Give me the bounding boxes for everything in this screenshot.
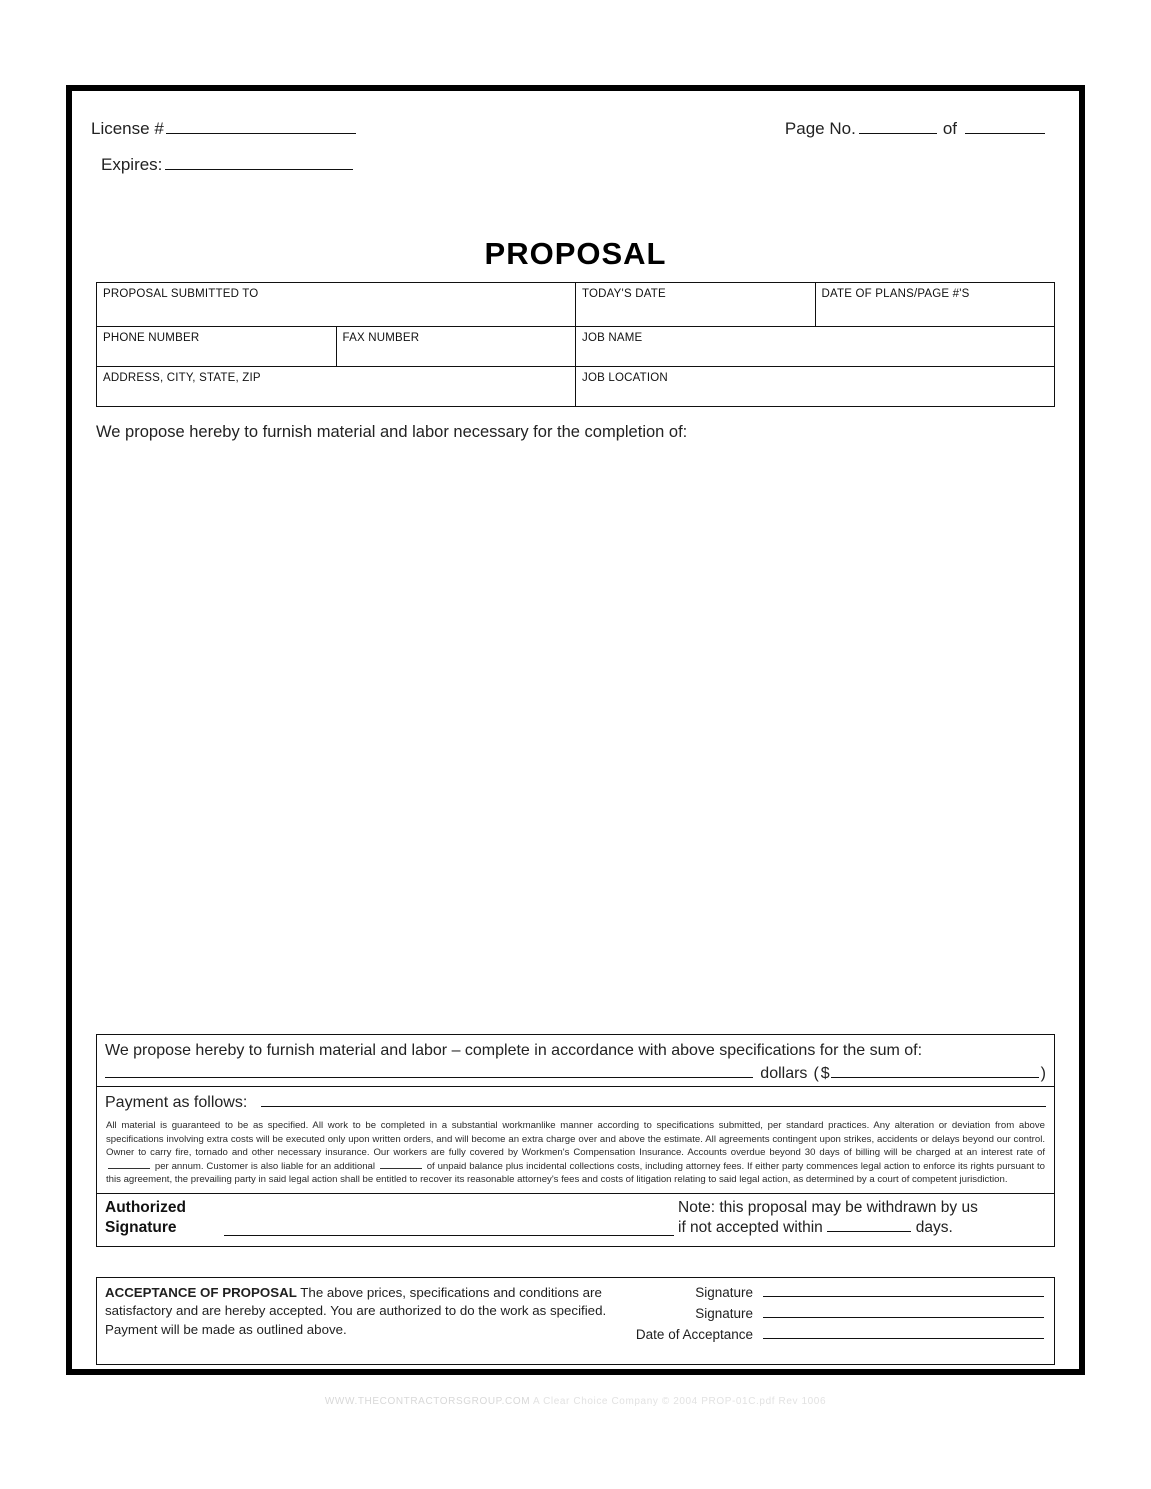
acceptance-signature-fields [633, 1278, 1054, 1364]
expires-input-rule[interactable] [165, 169, 353, 170]
acceptance-body: The above prices, specifications and conditions are satisfactory and are hereby accepted. You are authorized to do the work as specified. Payment will be made as outlined above. [105, 1285, 607, 1337]
signature-row-2 [633, 1305, 1044, 1321]
document-header [72, 107, 1079, 187]
withdrawal-note-line1: Note: this proposal may be withdrawn by us [678, 1199, 978, 1217]
interest-rate-input-rule[interactable] [108, 1161, 150, 1169]
document-page [72, 91, 1079, 1369]
cell-date-of-plans[interactable]: DATE OF PLANS/PAGE #'S [815, 283, 1055, 327]
date-of-acceptance-input-rule[interactable] [763, 1326, 1044, 1339]
dollar-sign-label: $ [820, 1065, 830, 1082]
payment-terms-row [97, 1086, 1054, 1116]
page-total-input-rule[interactable] [965, 133, 1045, 134]
payment-input-rule[interactable] [261, 1093, 1046, 1107]
footer-watermark [0, 1396, 1151, 1407]
cell-job-name[interactable]: JOB NAME [576, 327, 1055, 367]
cell-proposal-submitted-to[interactable]: PROPOSAL SUBMITTED TO [97, 283, 576, 327]
expires-field-row [101, 155, 353, 175]
paren-open-label: ( [813, 1065, 819, 1082]
cell-todays-date[interactable]: TODAY'S DATE [576, 283, 816, 327]
sum-words-input-rule[interactable] [105, 1064, 753, 1078]
acceptance-of-proposal-box [96, 1277, 1055, 1365]
authorized-signature-input-rule[interactable] [224, 1209, 674, 1236]
sum-numeric-input-rule[interactable] [831, 1064, 1039, 1078]
work-description-area[interactable] [96, 453, 1055, 1023]
withdrawal-note-prefix: if not accepted within [678, 1219, 823, 1237]
date-of-acceptance-label: Date of Acceptance [635, 1327, 753, 1342]
table-row [97, 367, 1055, 407]
footer-watermark-url: WWW.THECONTRACTORSGROUP.COM [324, 1396, 531, 1407]
table-row [97, 327, 1055, 367]
completion-statement: We propose hereby to furnish material and labor necessary for the completion of: [96, 423, 688, 441]
cell-fax-number[interactable]: FAX NUMBER [336, 327, 576, 367]
authorized-label-line1: Authorized [105, 1199, 186, 1217]
legal-part-1: All material is guaranteed to be as specified. All work to be completed in a substantial workmanlike manner according to specifications submitted, per standard practices. Any alteration or deviation from above specifications involving extra costs will be executed only upon written orders, and will become an extra charge over and above the estimate. All agreements contingent upon strikes, accidents or delays beyond our control. Owner to carry fire, tornado and other necessary insurance. Our workers are fully covered by Workmen's Compensation Insurance. Accounts overdue beyond 30 days of billing will be charged at an interest rate of [106, 1120, 1045, 1159]
sum-and-terms-box [96, 1034, 1055, 1247]
legal-part-2: per annum. Customer is also liable for an additional [154, 1160, 375, 1172]
page-number-field-row [785, 119, 1045, 139]
signature-input-rule-2[interactable] [763, 1305, 1044, 1318]
authorized-signature-label [105, 1198, 210, 1238]
page-no-label: Page No. [784, 119, 856, 138]
cell-job-location[interactable]: JOB LOCATION [576, 367, 1055, 407]
acceptance-title: ACCEPTANCE OF PROPOSAL [105, 1285, 297, 1300]
signature-label-2: Signature [695, 1306, 753, 1321]
cell-address-city-state-zip[interactable]: ADDRESS, CITY, STATE, ZIP [97, 367, 576, 407]
footer-watermark-meta: A Clear Choice Company © 2004 PROP-01C.pdf Rev 1006 [530, 1396, 827, 1407]
legal-part-3: of unpaid balance plus incidental collections costs, including attorney fees. If either party commences legal action to enforce its rights pursuant to this agreement, the prevailing party in said legal action shall be entitled to recover its reasonable attorney's fees and costs of litigation relating to said legal action, as determined by a court of competent jurisdiction. [106, 1160, 1045, 1186]
sum-heading: We propose hereby to furnish material and labor – complete in accordance with above specifications for the sum of: [105, 1042, 923, 1059]
license-label: License # [91, 119, 164, 138]
license-field-row [91, 119, 356, 139]
cell-phone-number[interactable]: PHONE NUMBER [97, 327, 337, 367]
withdrawal-note [678, 1198, 1046, 1238]
date-of-acceptance-row [633, 1326, 1044, 1342]
proposal-info-table [96, 282, 1055, 407]
sum-amount-row [97, 1060, 1054, 1083]
payment-label: Payment as follows: [105, 1094, 248, 1111]
legal-terms-paragraph [97, 1116, 1054, 1191]
table-row [97, 283, 1055, 327]
page-title: PROPOSAL [484, 236, 667, 271]
signature-row-1 [633, 1284, 1044, 1300]
authorized-signature-row [97, 1193, 1054, 1246]
additional-percent-input-rule[interactable] [380, 1161, 422, 1169]
dollars-label: dollars [760, 1065, 808, 1082]
expires-label: Expires: [101, 155, 163, 174]
acceptance-text [97, 1278, 633, 1364]
document-frame [66, 85, 1085, 1375]
authorized-label-line2: Signature [105, 1218, 177, 1236]
withdrawal-days-input-rule[interactable] [827, 1218, 911, 1232]
signature-label-1: Signature [695, 1285, 753, 1300]
page-number-input-rule[interactable] [859, 133, 937, 134]
license-input-rule[interactable] [166, 133, 356, 134]
page-of-label: of [942, 119, 957, 138]
paren-close-label: ) [1040, 1065, 1046, 1082]
signature-input-rule-1[interactable] [763, 1284, 1044, 1297]
withdrawal-note-suffix: days. [915, 1219, 953, 1237]
withdrawal-note-line2 [678, 1218, 1046, 1238]
